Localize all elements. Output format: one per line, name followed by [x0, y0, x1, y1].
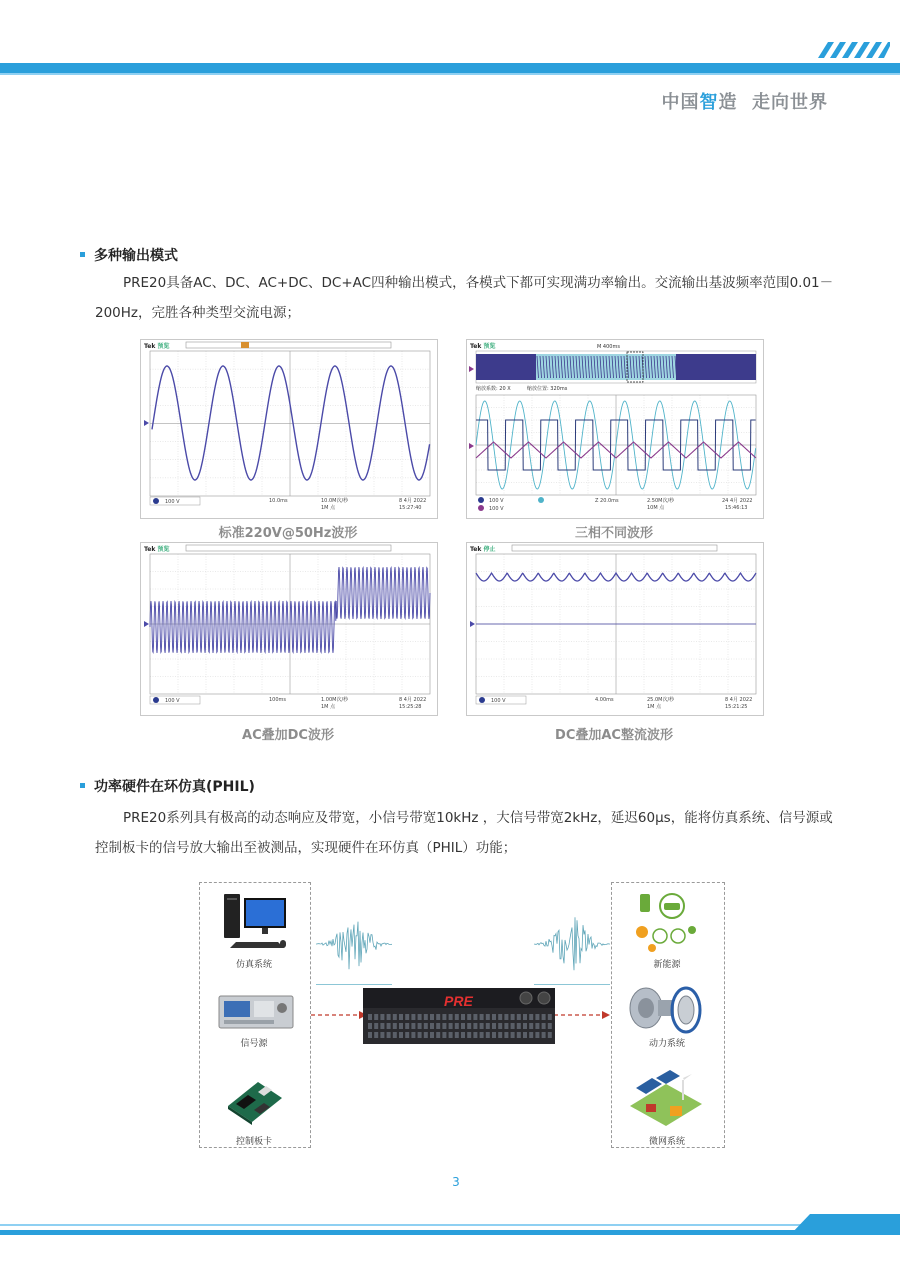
scope-plot-ac-dc — [141, 543, 437, 715]
label-power-system: 动力系统 — [648, 1039, 685, 1049]
microgrid-icon — [626, 1070, 706, 1126]
svg-text:M 400ms: M 400ms — [597, 344, 620, 350]
svg-text:2.50M次/秒: 2.50M次/秒 — [647, 498, 675, 504]
svg-text:1.00M次/秒: 1.00M次/秒 — [321, 697, 349, 703]
svg-text:10.0ms: 10.0ms — [269, 498, 288, 504]
caption-three-phase: 三相不同波形 — [574, 526, 653, 541]
svg-text:100 V: 100 V — [491, 698, 506, 704]
scope-plot-dc-ac — [467, 543, 763, 715]
signal-generator-icon — [218, 994, 294, 1032]
waveform-baseline-left — [316, 984, 392, 985]
section-body-phil: PRE20系列具有极高的动态响应及带宽，小信号带宽10kHz ，大信号带宽2kHz，延迟60μs，能将仿真系统、信号源或控制板卡的信号放大输出至被测品，实现硬件在环仿真（PHIL）功能； — [95, 810, 833, 856]
svg-text:24 4月 2022: 24 4月 2022 — [722, 498, 753, 504]
waveform-baseline-right — [534, 984, 610, 985]
caption-ac-dc: AC叠加DC波形 — [242, 728, 334, 743]
label-simulation-system: 仿真系统 — [235, 960, 272, 970]
svg-text:Tek 预览: Tek 预览 — [144, 343, 170, 350]
svg-text:15:27:40: 15:27:40 — [399, 505, 422, 511]
scope-plot-three-phase — [467, 340, 763, 518]
new-energy-icon — [632, 890, 702, 954]
svg-text:1M 点: 1M 点 — [647, 704, 662, 710]
scope-plot-sine — [141, 340, 437, 518]
header-bar — [0, 63, 900, 73]
header-stripes — [810, 42, 890, 58]
svg-text:25.0M次/秒: 25.0M次/秒 — [647, 697, 675, 703]
page-number: 3 — [452, 1175, 460, 1189]
footer-bar-accent — [0, 1224, 900, 1226]
svg-text:8 4月 2022: 8 4月 2022 — [399, 697, 427, 703]
section-heading-output-modes: 多种输出模式 — [80, 245, 178, 265]
footer-corner — [790, 1214, 900, 1235]
bullet-icon — [80, 783, 85, 788]
bullet-icon — [80, 252, 85, 257]
oscilloscope-screenshot-sine — [140, 339, 438, 519]
svg-text:1M 点: 1M 点 — [321, 505, 336, 511]
svg-text:15:21:25: 15:21:25 — [725, 704, 748, 710]
oscilloscope-screenshot-ac-dc — [140, 542, 438, 716]
svg-text:4.00ms: 4.00ms — [595, 697, 614, 703]
svg-text:100 V: 100 V — [489, 506, 504, 512]
label-new-energy: 新能源 — [653, 960, 681, 970]
power-amplifier-device — [362, 986, 556, 1046]
svg-text:8 4月 2022: 8 4月 2022 — [399, 498, 427, 504]
svg-text:100 V: 100 V — [165, 499, 180, 505]
header-slogan: 中国智造 走向世界 — [661, 92, 828, 113]
section-heading-phil: 功率硬件在环仿真(PHIL) — [80, 776, 255, 796]
arrow-right-icon — [309, 1010, 369, 1020]
caption-dc-ac: DC叠加AC整流波形 — [555, 728, 673, 743]
svg-text:100ms: 100ms — [269, 697, 287, 703]
footer-bar — [0, 1230, 900, 1235]
svg-text:1M 点: 1M 点 — [321, 704, 336, 710]
oscilloscope-screenshot-three-phase — [466, 339, 764, 519]
svg-text:缩放系数: 20 X: 缩放系数: 20 X — [476, 386, 511, 392]
svg-text:Tek 预览: Tek 预览 — [144, 546, 170, 553]
svg-text:8 4月 2022: 8 4月 2022 — [725, 697, 753, 703]
svg-text:100 V: 100 V — [165, 698, 180, 704]
svg-text:Tek 预览: Tek 预览 — [470, 343, 496, 350]
svg-text:10M 点: 10M 点 — [647, 505, 665, 511]
control-board-icon — [224, 1076, 286, 1126]
label-signal-source: 信号源 — [240, 1039, 268, 1049]
svg-text:Tek 停止: Tek 停止 — [470, 546, 496, 553]
svg-text:Z 20.0ms: Z 20.0ms — [595, 498, 619, 504]
section-body-output-modes: PRE20具备AC、DC、AC+DC、DC+AC四种输出模式，各模式下都可实现满功率输出。交流输出基波频率范围0.01－200Hz，完胜各种类型交流电源； — [95, 275, 834, 321]
power-system-icon — [624, 982, 708, 1038]
svg-text:10.0M次/秒: 10.0M次/秒 — [321, 498, 349, 504]
caption-sine: 标准220V@50Hz波形 — [218, 526, 358, 541]
device-logo: PRE — [444, 993, 473, 1009]
label-microgrid-system: 微网系统 — [648, 1137, 685, 1147]
signal-waveform-left — [314, 912, 394, 974]
label-control-board: 控制板卡 — [235, 1137, 272, 1147]
signal-waveform-right — [532, 912, 612, 974]
svg-text:100 V: 100 V — [489, 498, 504, 504]
oscilloscope-screenshot-dc-ac — [466, 542, 764, 716]
svg-text:15:25:28: 15:25:28 — [399, 704, 422, 710]
arrow-right-icon — [552, 1010, 612, 1020]
svg-text:缩放位置: 320ms: 缩放位置: 320ms — [527, 386, 568, 392]
svg-text:15:46:13: 15:46:13 — [725, 505, 748, 511]
header-bar-accent — [0, 73, 900, 75]
computer-icon — [222, 890, 292, 950]
